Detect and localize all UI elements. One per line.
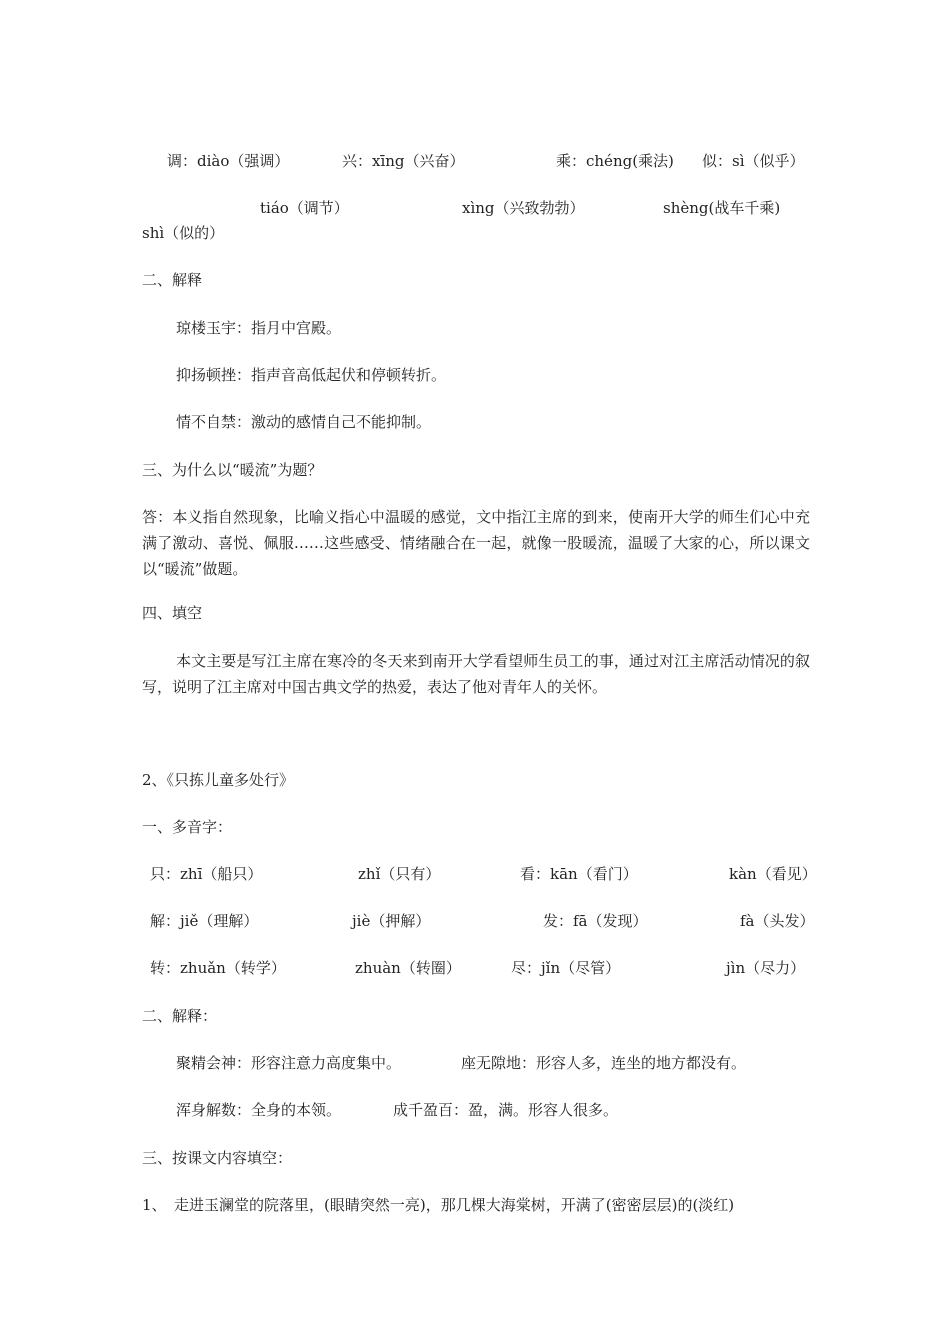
polyphonic-entry: 调：diào（强调） (167, 152, 290, 170)
polyphonic-entry: tiáo（调节） (260, 199, 349, 217)
polyphonic-entry: 解：jiě（理解） (150, 912, 259, 930)
explain-item: 琼楼玉宇：指月中宫殿。 (176, 319, 342, 337)
answer-paragraph: 答：本义指自然现象，比喻义指心中温暖的感觉，文中指江主席的到来，使南开大学的师生们心中充满了激动、喜悦、佩服……这些感受、情绪融合在一起，就像一股暖流，温暖了大家的心，所以课文以“暖流”做题。 (142, 508, 810, 578)
polyphonic-entry: 转：zhuǎn（转学） (150, 959, 286, 977)
section-heading: 二、解释 (142, 271, 203, 289)
polyphonic-entry: 看：kān（看门） (520, 865, 638, 883)
polyphonic-entry: fà（头发） (740, 912, 815, 930)
polyphonic-entry: zhuàn（转圈） (355, 959, 461, 977)
polyphonic-entry: zhǐ（只有） (358, 865, 441, 883)
polyphonic-entry: xìng（兴致勃勃） (462, 199, 585, 217)
polyphonic-entry: 尽：jǐn（尽管） (511, 959, 621, 977)
section-heading: 四、填空 (142, 604, 203, 622)
polyphonic-entry: kàn（看见） (729, 865, 817, 883)
polyphonic-entry: 似：sì（似乎） (702, 152, 805, 170)
polyphonic-entry: shì（似的） (142, 224, 225, 242)
polyphonic-entry: 发：fā（发现） (543, 912, 648, 930)
explain-item: 成千盈百：盈，满。形容人很多。 (393, 1101, 619, 1119)
section-heading: 一、多音字： (142, 818, 233, 836)
explain-item: 抑扬顿挫：指声音高低起伏和停顿转折。 (176, 366, 447, 384)
polyphonic-entry: 兴：xīng（兴奋） (342, 152, 465, 170)
lesson-title: 2、《只拣儿童多处行》 (142, 771, 295, 789)
polyphonic-entry: jiè（押解） (352, 912, 431, 930)
polyphonic-entry: 只：zhī（船只） (150, 865, 263, 883)
explain-item: 浑身解数：全身的本领。 (176, 1101, 342, 1119)
fill-paragraph: 本文主要是写江主席在寒冷的冬天来到南开大学看望师生员工的事，通过对江主席活动情况的叙写，说明了江主席对中国古典文学的热爱，表达了他对青年人的关怀。 (142, 652, 810, 696)
section-heading: 二、解释： (142, 1007, 218, 1025)
polyphonic-entry: 乘：chéng(乘法) (556, 152, 674, 170)
section-heading: 三、按课文内容填空： (142, 1149, 293, 1167)
fill-item: 1、 走进玉澜堂的院落里，(眼睛突然一亮)，那几棵大海棠树，开满了(密密层层)的(淡红) (142, 1196, 735, 1214)
explain-item: 聚精会神：形容注意力高度集中。 (176, 1054, 402, 1072)
polyphonic-entry: shèng(战车千乘) (663, 199, 781, 217)
section-heading: 三、为什么以“暖流”为题？ (142, 461, 323, 479)
explain-item: 座无隙地：形容人多，连坐的地方都没有。 (461, 1054, 747, 1072)
polyphonic-entry: jìn（尽力） (726, 959, 806, 977)
explain-item: 情不自禁：激动的感情自己不能抑制。 (176, 413, 432, 431)
